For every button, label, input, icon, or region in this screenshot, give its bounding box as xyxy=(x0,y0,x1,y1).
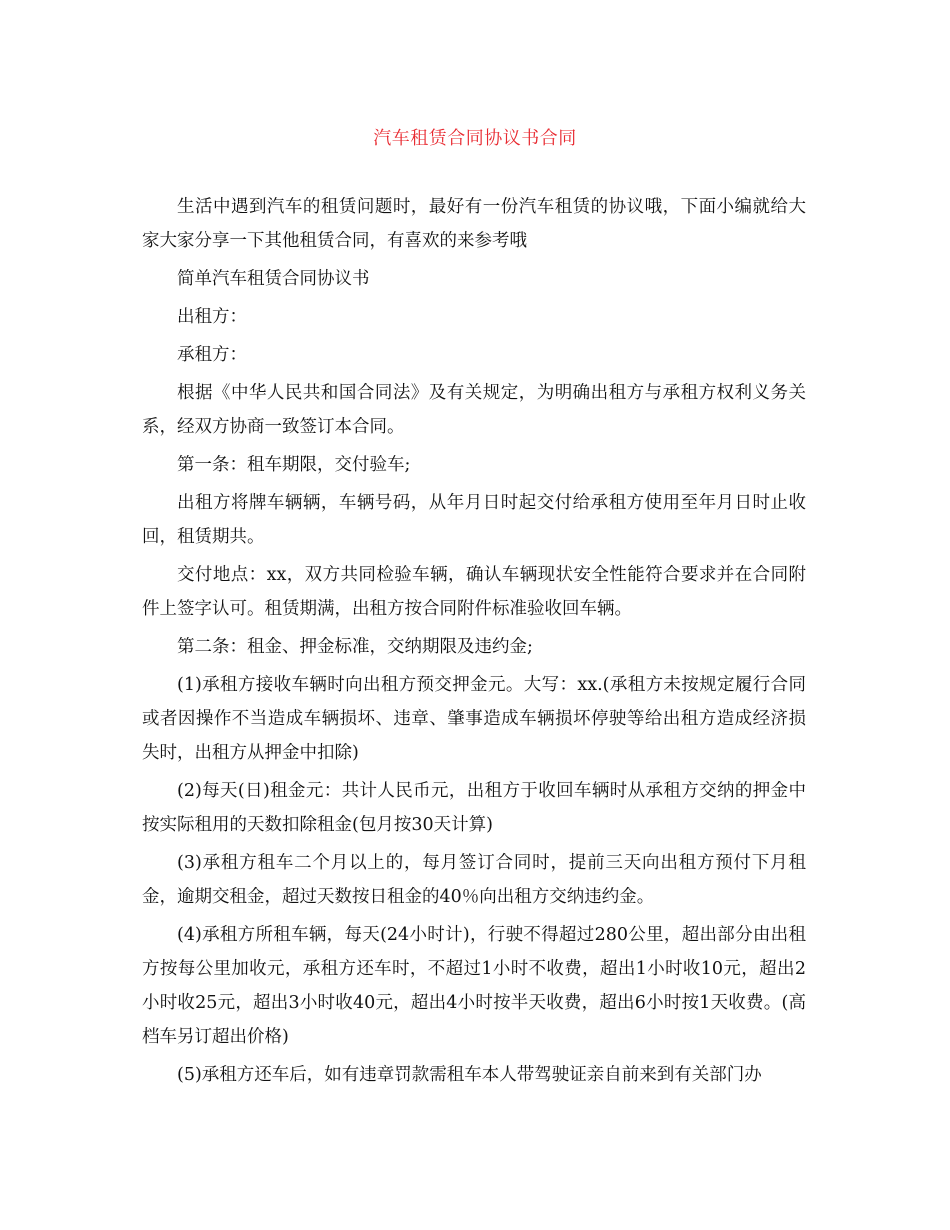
paragraph-article-1-term: 出租方将牌车辆辆，车辆号码，从年月日时起交付给承租方使用至年月日时止收回，租赁期共。 xyxy=(142,493,806,547)
paragraph-clause-1: (1)承租方接收车辆时向出租方预交押金元。大写：xx.(承租方未按规定履行合同或者因操作不当造成车辆损坏、违章、肇事造成车辆损坏停驶等给出租方造成经济损失时，出租方从押金中扣除) xyxy=(142,675,806,763)
paragraph-article-1-heading: 第一条：租车期限，交付验车; xyxy=(177,455,411,475)
document-body xyxy=(142,190,806,1096)
paragraph-clause-5: (5)承租方还车后，如有违章罚款需租车本人带驾驶证亲自前来到有关部门办 xyxy=(177,1065,762,1085)
paragraph-clause-2: (2)每天(日)租金元：共计人民币元，出租方于收回车辆时从承租方交纳的押金中按实际租用的天数扣除租金(包月按30天计算) xyxy=(142,781,806,835)
paragraph-subtitle: 简单汽车租赁合同协议书 xyxy=(177,269,370,289)
paragraph-basis: 根据《中华人民共和国合同法》及有关规定，为明确出租方与承租方权利义务关系，经双方协商一致签订本合同。 xyxy=(142,383,806,437)
document-title: 汽车租赁合同协议书合同 xyxy=(373,128,577,149)
paragraph-intro: 生活中遇到汽车的租赁问题时，最好有一份汽车租赁的协议哦，下面小编就给大家大家分享一下其他租赁合同，有喜欢的来参考哦 xyxy=(142,197,806,251)
paragraph-clause-4: (4)承租方所租车辆，每天(24小时计)，行驶不得超过280公里，超出部分由出租方按每公里加收元，承租方还车时，不超过1小时不收费，超出1小时收10元，超出2小时收25元，超出3小时收40元，超出4小时按半天收费，超出6小时按1天收费。(高档车另订超出价格) xyxy=(142,925,806,1047)
paragraph-lessor: 出租方： xyxy=(177,307,247,327)
paragraph-article-1-delivery: 交付地点：xx，双方共同检验车辆，确认车辆现状安全性能符合要求并在合同附件上签字认可。租赁期满，出租方按合同附件标准验收回车辆。 xyxy=(142,565,806,619)
paragraph-article-2-heading: 第二条：租金、押金标准，交纳期限及违约金; xyxy=(177,637,533,657)
paragraph-clause-3: (3)承租方租车二个月以上的，每月签订合同时，提前三天向出租方预付下月租金，逾期交租金，超过天数按日租金的40％向出租方交纳违约金。 xyxy=(142,853,806,907)
paragraph-lessee: 承租方： xyxy=(177,345,247,365)
